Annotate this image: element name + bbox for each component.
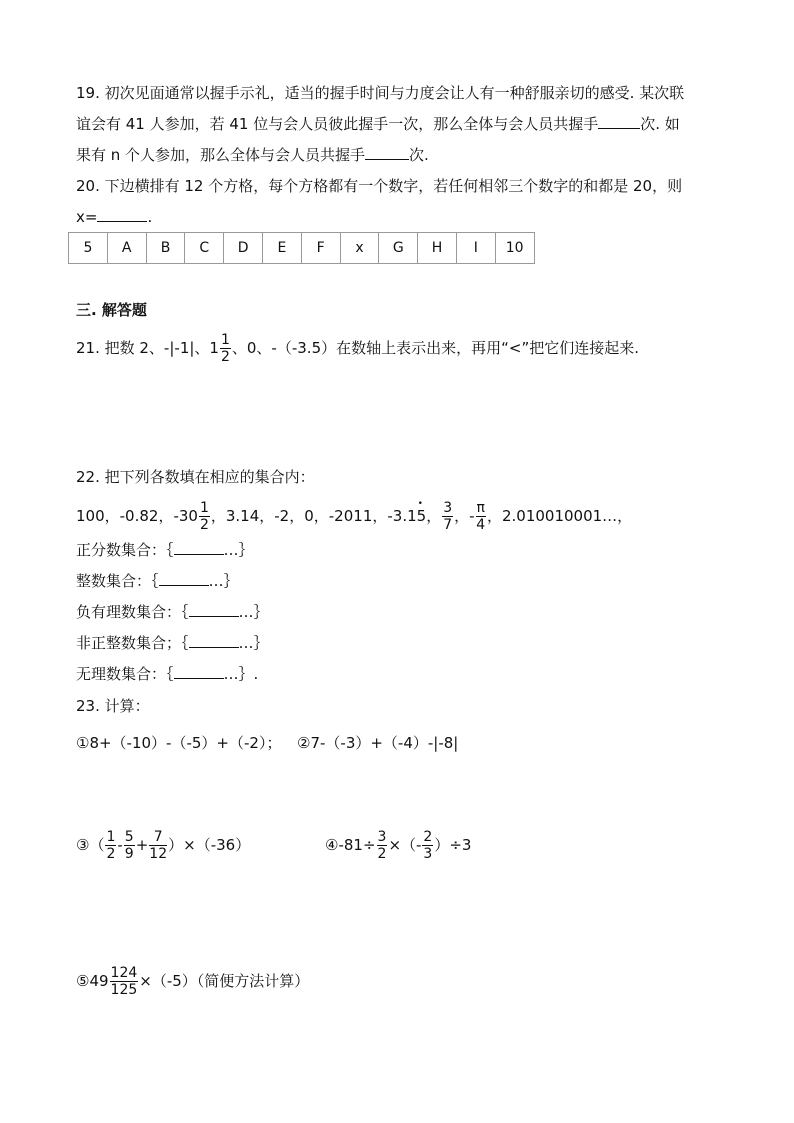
calc-2: ②7-（-3）+（-4）-|-8|	[297, 734, 459, 752]
calc-1: ①8+（-10）-（-5）+（-2）；	[76, 734, 282, 752]
set-blank[interactable]	[159, 571, 209, 586]
set-blank[interactable]	[189, 633, 239, 648]
fraction: $\frac{1}{2}$	[220, 332, 230, 365]
section-heading: 三. 解答题	[76, 301, 147, 319]
grid-cell: D	[224, 233, 263, 264]
set-line: 非正整数集合；｛ …｝	[76, 634, 269, 652]
grid-cell: 10	[495, 233, 534, 264]
fraction: $\frac{1}{2}$	[199, 500, 209, 533]
q20-text-1: 20. 下边横排有 12 个方格，每个方格都有一个数字，若任何相邻三个数字的和都是 20，则	[76, 177, 683, 195]
set-blank[interactable]	[189, 602, 239, 617]
grid-cell: H	[418, 233, 457, 264]
grid-cell: E	[262, 233, 301, 264]
q19-line1	[76, 83, 684, 103]
q22-title: 22. 把下列各数填在相应的集合内：	[76, 468, 315, 486]
q23-title: 23. 计算：	[76, 697, 150, 715]
q19-line3	[76, 145, 429, 165]
fraction: $\frac{7}{12}$	[149, 829, 168, 862]
set-line: 整数集合：｛ …｝	[76, 572, 239, 590]
grid-cell: B	[146, 233, 185, 264]
grid-cell: C	[185, 233, 224, 264]
grid-cell: I	[456, 233, 495, 264]
q22-numbers: 100，-0.82，-30 $\frac{1}{2}$ ，3.14，-2，0，-2011，-3.1• 5， $\frac{3}{7}$ ，- $\frac{\pi}{4}$ ，2.010010001…，	[76, 501, 632, 532]
set-line: 无理数集合：｛ …｝.	[76, 665, 259, 683]
q21-line	[76, 333, 639, 364]
q19-text-4: 果有 n 个人参加，那么全体与会人员共握手	[76, 146, 366, 164]
number-grid	[68, 232, 535, 264]
q19-text-2: 谊会有 41 人参加，若 41 位与会人员彼此握手一次，那么全体与会人员共握手	[76, 115, 599, 133]
fraction: $\frac{2}{3}$	[423, 829, 433, 862]
calc-3: ③（ $\frac{1}{2}$ - $\frac{5}{9}$ + $\frac{7}{12}$ ）×（-36）	[76, 829, 251, 862]
q21-text-2: 、0、-（-3.5）在数轴上表示出来，再用“<”把它们连接起来.	[231, 339, 639, 357]
q20-blank[interactable]	[97, 207, 147, 222]
q19-blank-1[interactable]	[598, 114, 640, 129]
fraction: $\frac{\pi}{4}$	[476, 500, 486, 533]
set-line: 正分数集合：｛ …｝	[76, 541, 254, 559]
grid-cell: x	[340, 233, 379, 264]
q20-line1	[76, 176, 682, 196]
fraction: $\frac{5}{9}$	[124, 829, 134, 862]
set-line: 负有理数集合：｛ …｝	[76, 603, 269, 621]
q19-text-5: 次.	[409, 146, 429, 164]
grid-cell: 5	[69, 233, 108, 264]
q21-text-1: 21. 把数 2、-|-1|、1	[76, 339, 219, 357]
grid-cell: A	[107, 233, 146, 264]
grid-cell: F	[301, 233, 340, 264]
calc-5: ⑤49 $\frac{124}{125}$ ×（-5）（简便方法计算）	[76, 965, 310, 998]
q19-blank-2[interactable]	[365, 145, 409, 160]
fraction: $\frac{124}{125}$	[110, 965, 138, 998]
q20-x-label: x=	[76, 208, 98, 226]
q19-line2	[76, 114, 680, 134]
grid-cell: G	[379, 233, 418, 264]
calc-4: ④-81÷ $\frac{3}{2}$ ×（- $\frac{2}{3}$ ）÷3	[325, 829, 472, 862]
set-blank[interactable]	[174, 664, 224, 679]
repeating-digit: • 5	[417, 506, 427, 526]
fraction: $\frac{3}{2}$	[377, 829, 387, 862]
fraction: $\frac{1}{2}$	[106, 829, 116, 862]
q19-text-1: 19. 初次见面通常以握手示礼，适当的握手时间与力度会让人有一种舒服亲切的感受. 某次联	[76, 84, 685, 102]
q20-line2	[76, 207, 152, 227]
q19-text-3: 次. 如	[640, 115, 680, 133]
fraction: $\frac{3}{7}$	[443, 500, 453, 533]
set-blank[interactable]	[174, 540, 224, 555]
q20-text-2: .	[147, 208, 153, 226]
